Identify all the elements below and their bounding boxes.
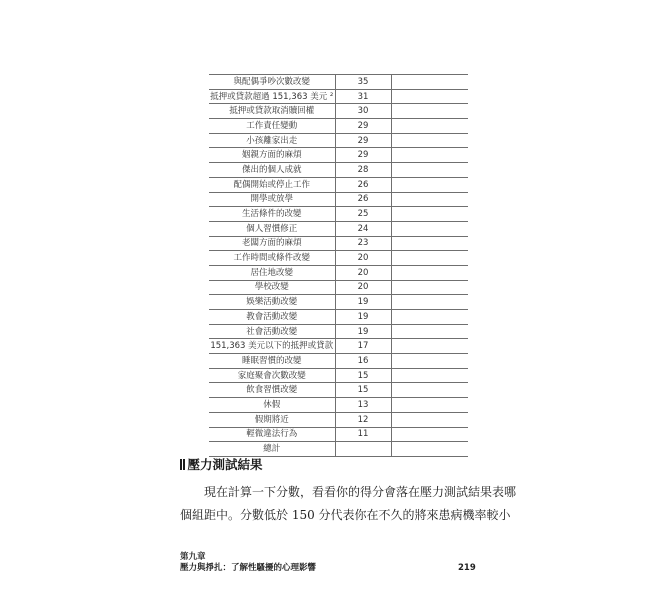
life-event-cell: 傑出的個人成就: [209, 163, 335, 178]
score-cell: [335, 442, 391, 457]
score-cell: 28: [335, 163, 391, 178]
score-cell: 20: [335, 280, 391, 295]
section-heading-text: 壓力測試結果: [187, 457, 263, 472]
life-event-cell: 與配偶爭吵次數改變: [209, 75, 335, 90]
table-row: [209, 104, 468, 119]
page-number: 219: [458, 563, 476, 573]
life-event-cell: 小孩離家出走: [209, 133, 335, 148]
your-score-cell: [391, 192, 468, 207]
score-cell: 25: [335, 207, 391, 222]
your-score-cell: [391, 104, 468, 119]
table-row: [209, 324, 468, 339]
score-cell: 13: [335, 398, 391, 413]
your-score-cell: [391, 398, 468, 413]
score-cell: 17: [335, 339, 391, 354]
life-event-cell: 學校改變: [209, 280, 335, 295]
score-cell: 15: [335, 368, 391, 383]
score-cell: 26: [335, 192, 391, 207]
your-score-cell: [391, 295, 468, 310]
life-event-cell: 工作責任變動: [209, 119, 335, 134]
table-row: [209, 177, 468, 192]
life-event-cell: 姻親方面的麻煩: [209, 148, 335, 163]
table-row: [209, 310, 468, 325]
score-cell: 19: [335, 310, 391, 325]
your-score-cell: [391, 427, 468, 442]
life-event-cell: 開學或放學: [209, 192, 335, 207]
body-paragraph: [180, 481, 517, 527]
your-score-cell: [391, 339, 468, 354]
score-cell: 16: [335, 354, 391, 369]
life-event-cell: 教會活動改變: [209, 310, 335, 325]
life-event-cell: 配偶開始或停止工作: [209, 177, 335, 192]
your-score-cell: [391, 324, 468, 339]
table-row: [209, 192, 468, 207]
your-score-cell: [391, 133, 468, 148]
your-score-cell: [391, 354, 468, 369]
life-event-cell: 老闆方面的麻煩: [209, 236, 335, 251]
heading-bars-icon: [180, 458, 185, 470]
table-row: [209, 354, 468, 369]
score-cell: 12: [335, 412, 391, 427]
life-event-cell: 151,363 美元以下的抵押或貸款: [209, 339, 335, 354]
table-row: [209, 119, 468, 134]
table-body: [209, 75, 468, 457]
table-row: [209, 412, 468, 427]
table-row: [209, 295, 468, 310]
life-event-cell: 抵押或貸款取消贖回權: [209, 104, 335, 119]
your-score-cell: [391, 310, 468, 325]
score-cell: 19: [335, 324, 391, 339]
your-score-cell: [391, 280, 468, 295]
your-score-cell: [391, 412, 468, 427]
your-score-cell: [391, 119, 468, 134]
life-event-cell: 飲食習慣改變: [209, 383, 335, 398]
your-score-cell: [391, 442, 468, 457]
your-score-cell: [391, 163, 468, 178]
table-row: [209, 280, 468, 295]
table-row: [209, 133, 468, 148]
table-row: [209, 207, 468, 222]
your-score-cell: [391, 368, 468, 383]
life-event-cell: 假期將近: [209, 412, 335, 427]
life-event-cell: 工作時間或條件改變: [209, 251, 335, 266]
table-row: [209, 89, 468, 104]
life-event-cell: 社會活動改變: [209, 324, 335, 339]
score-cell: 20: [335, 251, 391, 266]
your-score-cell: [391, 177, 468, 192]
your-score-cell: [391, 207, 468, 222]
your-score-cell: [391, 75, 468, 90]
your-score-cell: [391, 383, 468, 398]
stress-scale-table-container: [209, 74, 468, 457]
body-line-1: 現在計算一下分數，看看你的得分會落在壓力測試結果表哪: [204, 485, 517, 499]
life-event-cell: 個人習慣修正: [209, 221, 335, 236]
table-row: [209, 368, 468, 383]
body-line-2: 個組距中。分數低於 150 分代表你在不久的將來患病機率較小: [180, 508, 511, 522]
life-event-cell: 娛樂活動改變: [209, 295, 335, 310]
your-score-cell: [391, 265, 468, 280]
table-row: [209, 148, 468, 163]
table-row: [209, 251, 468, 266]
score-cell: 19: [335, 295, 391, 310]
table-row: [209, 265, 468, 280]
life-event-cell: 睡眠習慣的改變: [209, 354, 335, 369]
score-cell: 35: [335, 75, 391, 90]
footer-chapter-title: 壓力與掙扎：了解性騷擾的心理影響: [180, 563, 317, 573]
table-row: [209, 383, 468, 398]
table-row: [209, 221, 468, 236]
stress-scale-table: [209, 74, 468, 457]
score-cell: 24: [335, 221, 391, 236]
your-score-cell: [391, 89, 468, 104]
table-row: [209, 398, 468, 413]
your-score-cell: [391, 251, 468, 266]
score-cell: 26: [335, 177, 391, 192]
table-row: [209, 75, 468, 90]
your-score-cell: [391, 221, 468, 236]
life-event-cell: 輕微違法行為: [209, 427, 335, 442]
score-cell: 29: [335, 148, 391, 163]
life-event-cell: 居住地改變: [209, 265, 335, 280]
table-row: [209, 236, 468, 251]
life-event-cell: 總計: [209, 442, 335, 457]
score-cell: 29: [335, 119, 391, 134]
score-cell: 20: [335, 265, 391, 280]
score-cell: 15: [335, 383, 391, 398]
life-event-cell: 休假: [209, 398, 335, 413]
score-cell: 29: [335, 133, 391, 148]
section-heading: [180, 455, 263, 473]
your-score-cell: [391, 148, 468, 163]
table-row: [209, 339, 468, 354]
life-event-cell: 生活條件的改變: [209, 207, 335, 222]
your-score-cell: [391, 236, 468, 251]
score-cell: 31: [335, 89, 391, 104]
score-cell: 11: [335, 427, 391, 442]
footer-chapter-number: 第九章: [180, 552, 206, 562]
life-event-cell: 抵押或貸款超過 151,363 美元 ²: [209, 89, 335, 104]
score-cell: 30: [335, 104, 391, 119]
table-row: [209, 427, 468, 442]
footer-chapter: [180, 552, 316, 574]
table-row: [209, 163, 468, 178]
score-cell: 23: [335, 236, 391, 251]
life-event-cell: 家庭聚會次數改變: [209, 368, 335, 383]
